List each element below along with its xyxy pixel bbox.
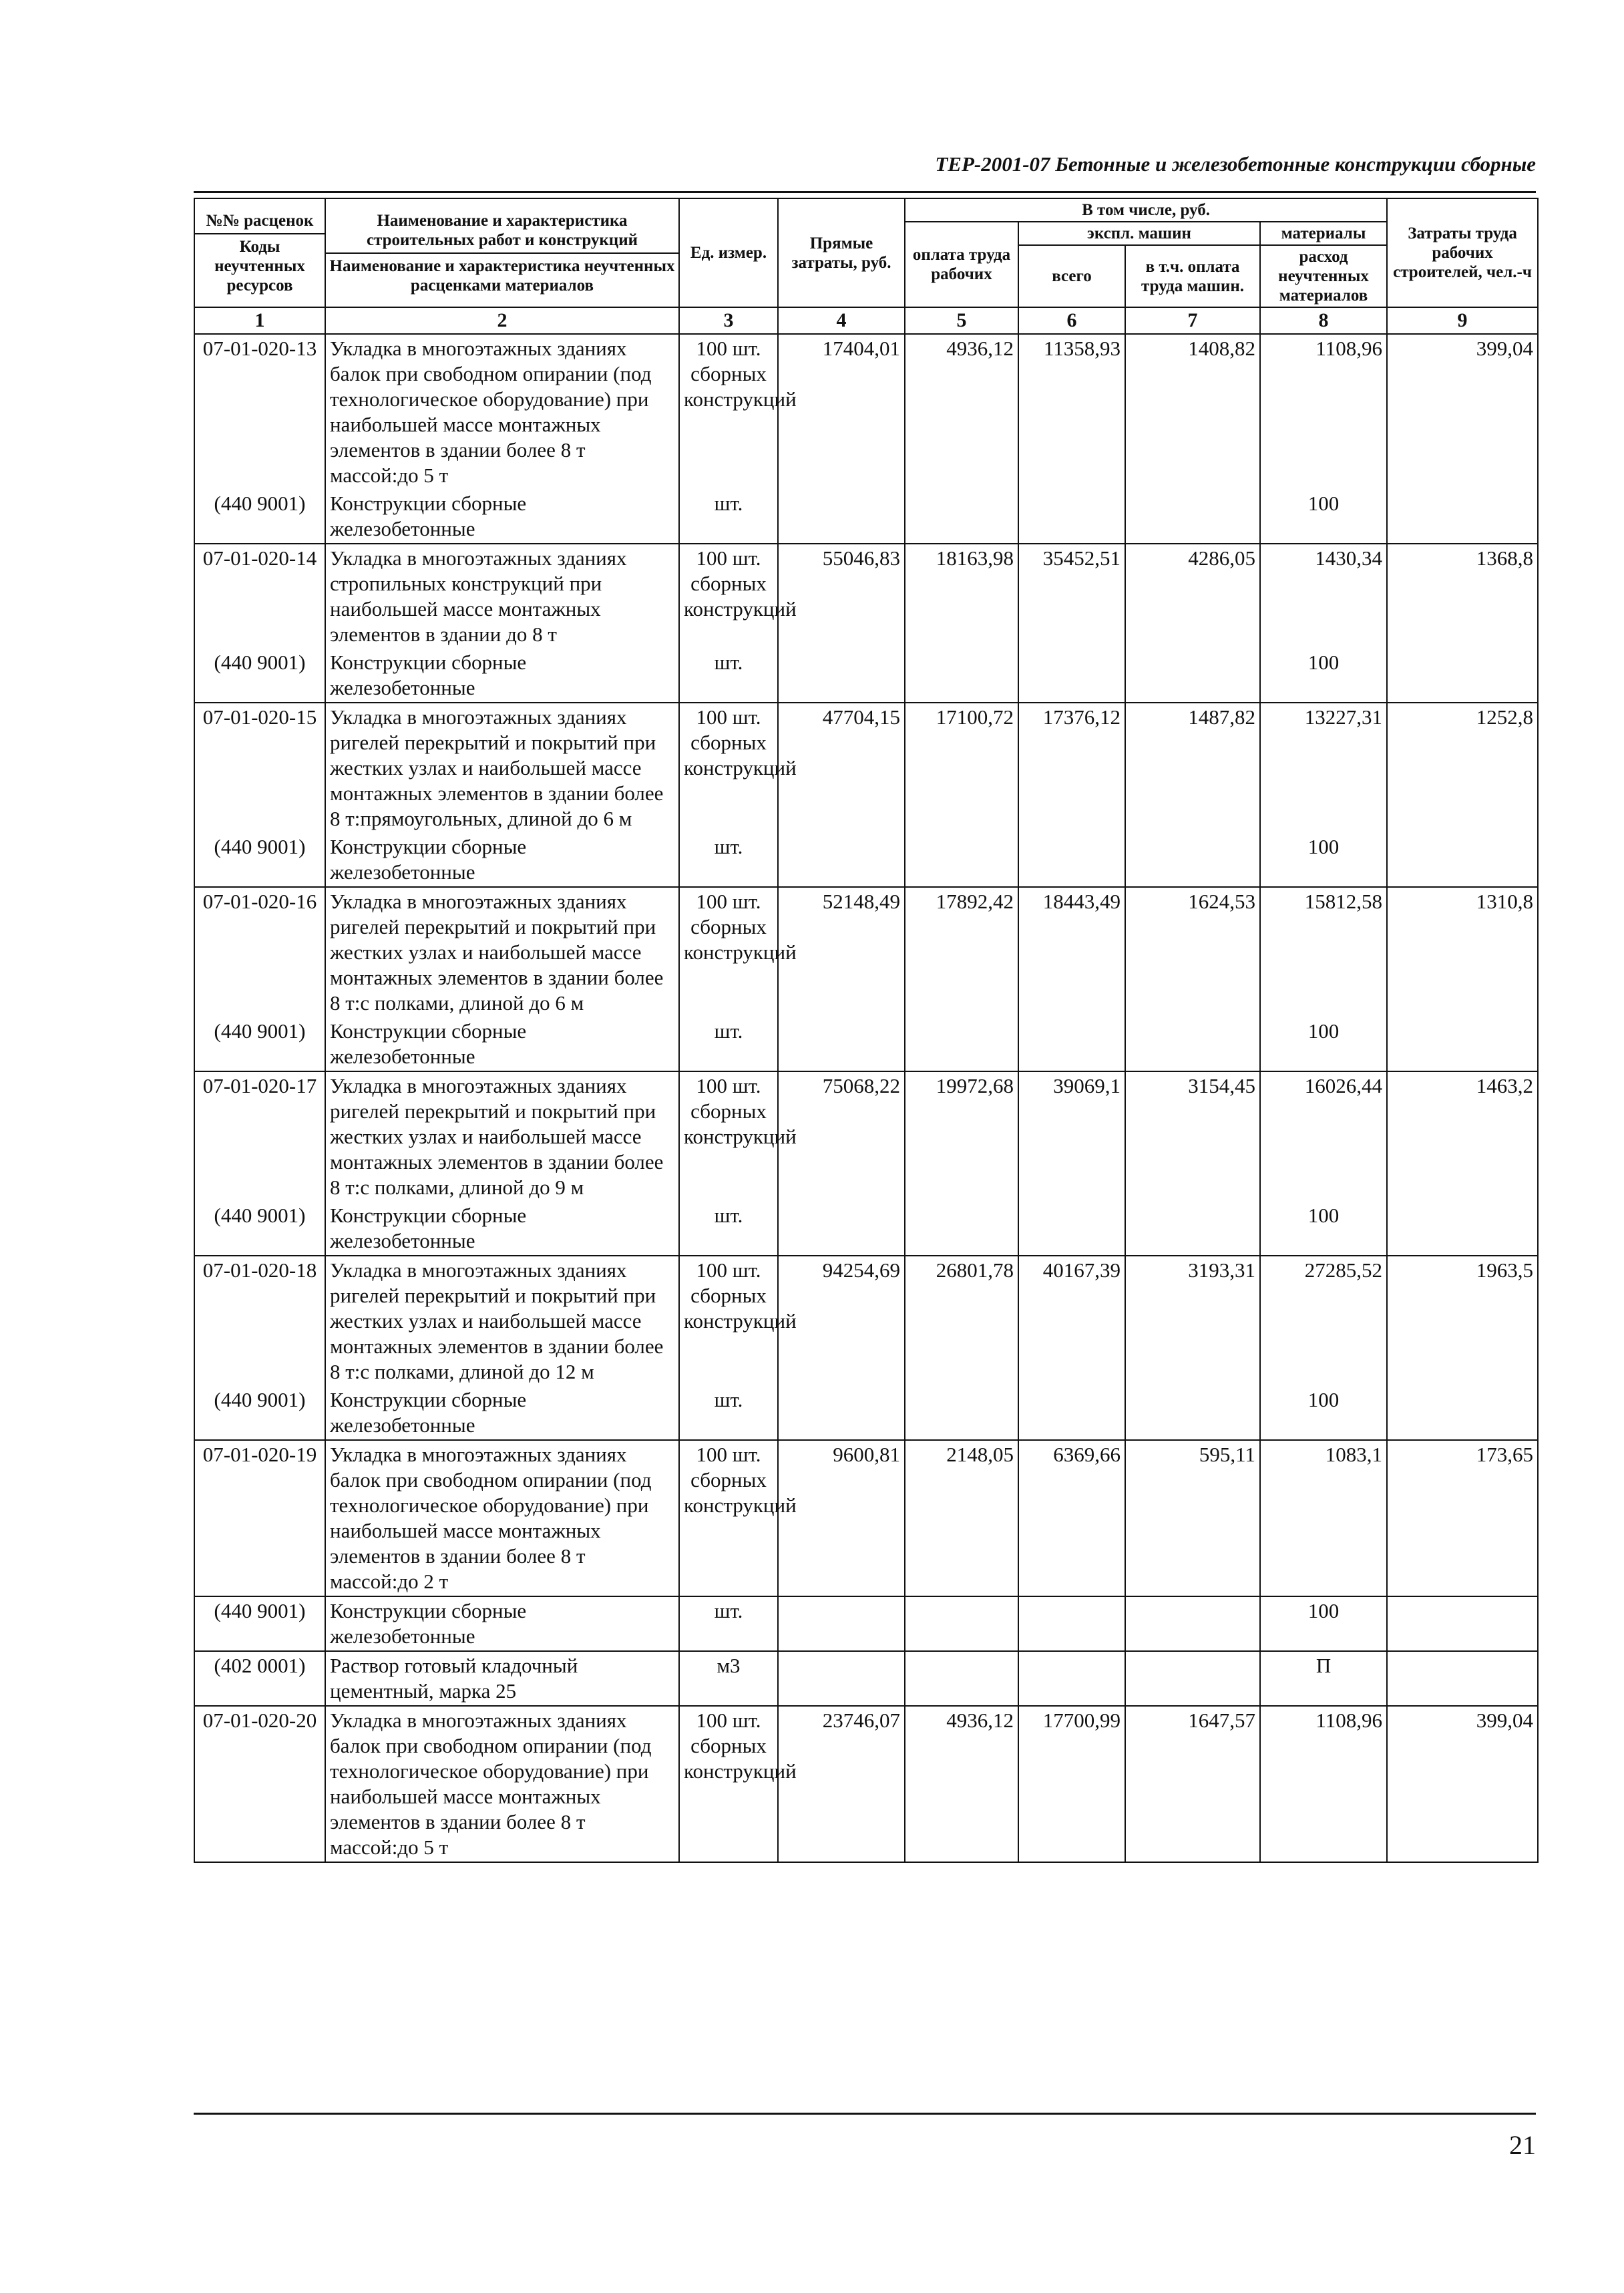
header-codes: №№ расценок Коды неучтенных ресурсов <box>194 198 325 307</box>
column-number: 5 <box>905 307 1018 334</box>
header-labor-pay: оплата труда рабочих <box>905 222 1018 307</box>
rate-labor-cost: 1368,8 <box>1387 544 1538 649</box>
rate-machines-total: 39069,1 <box>1018 1071 1125 1202</box>
resource-name: Конструкции сборные железобетонные <box>325 490 679 544</box>
rate-labor-cost: 399,04 <box>1387 334 1538 490</box>
table-body <box>194 334 1538 1862</box>
header-rule <box>194 191 1536 193</box>
resource-name: Конструкции сборные железобетонные <box>325 1202 679 1256</box>
resource-unit: шт. <box>679 833 778 887</box>
resource-code: (402 0001) <box>194 1651 325 1706</box>
rate-name: Укладка в многоэтажных зданиях стропильных конструкций при наибольшей массе монтажных элементов в здании до 8 т <box>325 544 679 649</box>
resource-code: (440 9001) <box>194 490 325 544</box>
resource-quantity: 100 <box>1260 649 1387 703</box>
column-numbers-row <box>194 307 1538 334</box>
rate-machines-labor: 1647,57 <box>1125 1706 1260 1862</box>
rate-direct-cost: 9600,81 <box>778 1440 905 1596</box>
rates-table <box>194 198 1539 1863</box>
rate-labor-cost: 399,04 <box>1387 1706 1538 1862</box>
resource-code: (440 9001) <box>194 1017 325 1071</box>
rate-direct-cost: 52148,49 <box>778 887 905 1017</box>
header-direct-cost: Прямые затраты, руб. <box>778 198 905 307</box>
rate-code: 07-01-020-18 <box>194 1256 325 1386</box>
page-number: 21 <box>1509 2130 1536 2160</box>
resource-unit: шт. <box>679 649 778 703</box>
rate-machines-total: 6369,66 <box>1018 1440 1125 1596</box>
resource-unit: шт. <box>679 1596 778 1651</box>
column-number: 1 <box>194 307 325 334</box>
rate-machines-total: 18443,49 <box>1018 887 1125 1017</box>
rate-unit: 100 шт. сборных конструкций <box>679 334 778 490</box>
rate-labor-cost: 173,65 <box>1387 1440 1538 1596</box>
footer-rule <box>194 2113 1536 2115</box>
rate-materials: 15812,58 <box>1260 887 1387 1017</box>
rate-machines-total: 11358,93 <box>1018 334 1125 490</box>
rate-machines-labor: 1487,82 <box>1125 703 1260 833</box>
column-number: 6 <box>1018 307 1125 334</box>
table-header <box>194 198 1538 334</box>
resource-quantity: 100 <box>1260 1386 1387 1440</box>
rate-unit: 100 шт. сборных конструкций <box>679 1256 778 1386</box>
rate-machines-labor: 1408,82 <box>1125 334 1260 490</box>
resource-name: Конструкции сборные железобетонные <box>325 833 679 887</box>
rate-code: 07-01-020-17 <box>194 1071 325 1202</box>
column-number: 3 <box>679 307 778 334</box>
column-number: 2 <box>325 307 679 334</box>
rate-row <box>194 703 1538 833</box>
rate-row <box>194 1256 1538 1386</box>
resource-quantity: 100 <box>1260 1202 1387 1256</box>
resource-row <box>194 833 1538 887</box>
resource-row <box>194 649 1538 703</box>
rate-labor-cost: 1463,2 <box>1387 1071 1538 1202</box>
rate-direct-cost: 55046,83 <box>778 544 905 649</box>
rate-name: Укладка в многоэтажных зданиях ригелей перекрытий и покрытий при жестких узлах и наибольшей массе монтажных элементов в здании более 8 т:с полками, длиной до 12 м <box>325 1256 679 1386</box>
rate-code: 07-01-020-16 <box>194 887 325 1017</box>
rate-materials: 1083,1 <box>1260 1440 1387 1596</box>
column-number: 9 <box>1387 307 1538 334</box>
resource-name: Конструкции сборные железобетонные <box>325 1017 679 1071</box>
resource-unit: м3 <box>679 1651 778 1706</box>
rate-direct-cost: 23746,07 <box>778 1706 905 1862</box>
rate-labor-pay: 19972,68 <box>905 1071 1018 1202</box>
rate-code: 07-01-020-14 <box>194 544 325 649</box>
resource-quantity: П <box>1260 1651 1387 1706</box>
rate-materials: 1430,34 <box>1260 544 1387 649</box>
rate-direct-cost: 17404,01 <box>778 334 905 490</box>
rate-labor-cost: 1963,5 <box>1387 1256 1538 1386</box>
resource-unit: шт. <box>679 1386 778 1440</box>
header-names: Наименование и характеристика строительных работ и конструкций Наименование и характеристика неучтенных расценками материалов <box>325 198 679 307</box>
rate-row <box>194 887 1538 1017</box>
rate-code: 07-01-020-20 <box>194 1706 325 1862</box>
rate-unit: 100 шт. сборных конструкций <box>679 1440 778 1596</box>
rate-labor-pay: 26801,78 <box>905 1256 1018 1386</box>
rate-materials: 16026,44 <box>1260 1071 1387 1202</box>
header-machines-labor: в т.ч. оплата труда машин. <box>1125 245 1260 307</box>
rate-machines-labor: 595,11 <box>1125 1440 1260 1596</box>
rate-materials: 27285,52 <box>1260 1256 1387 1386</box>
resource-code: (440 9001) <box>194 1202 325 1256</box>
header-including: В том числе, руб. <box>905 198 1387 222</box>
rate-code: 07-01-020-15 <box>194 703 325 833</box>
resource-unit: шт. <box>679 1017 778 1071</box>
resource-row <box>194 1596 1538 1651</box>
rate-labor-pay: 17100,72 <box>905 703 1018 833</box>
rate-labor-pay: 4936,12 <box>905 1706 1018 1862</box>
rate-materials: 1108,96 <box>1260 334 1387 490</box>
header-materials: материалы <box>1260 222 1387 245</box>
resource-row <box>194 1017 1538 1071</box>
rate-machines-labor: 3193,31 <box>1125 1256 1260 1386</box>
rate-row <box>194 334 1538 490</box>
rate-unit: 100 шт. сборных конструкций <box>679 887 778 1017</box>
rate-name: Укладка в многоэтажных зданиях балок при свободном опирании (под технологическое оборудование) при наибольшей массе монтажных элементов в здании более 8 т массой:до 2 т <box>325 1440 679 1596</box>
resource-name: Конструкции сборные железобетонные <box>325 1596 679 1651</box>
resource-quantity: 100 <box>1260 1596 1387 1651</box>
rate-labor-pay: 17892,42 <box>905 887 1018 1017</box>
rate-unit: 100 шт. сборных конструкций <box>679 1706 778 1862</box>
resource-code: (440 9001) <box>194 649 325 703</box>
rate-code: 07-01-020-13 <box>194 334 325 490</box>
rate-machines-labor: 1624,53 <box>1125 887 1260 1017</box>
rate-unit: 100 шт. сборных конструкций <box>679 703 778 833</box>
rate-row <box>194 1071 1538 1202</box>
column-number: 8 <box>1260 307 1387 334</box>
running-title: ТЕР-2001-07 Бетонные и железобетонные конструкции сборные <box>935 152 1536 176</box>
rate-direct-cost: 94254,69 <box>778 1256 905 1386</box>
rate-row <box>194 1706 1538 1862</box>
resource-unit: шт. <box>679 1202 778 1256</box>
header-machines-total: всего <box>1018 245 1125 307</box>
resource-row <box>194 1386 1538 1440</box>
resource-code: (440 9001) <box>194 1386 325 1440</box>
rate-direct-cost: 47704,15 <box>778 703 905 833</box>
rate-name: Укладка в многоэтажных зданиях балок при свободном опирании (под технологическое оборудование) при наибольшей массе монтажных элементов в здании более 8 т массой:до 5 т <box>325 334 679 490</box>
rate-name: Укладка в многоэтажных зданиях ригелей перекрытий и покрытий при жестких узлах и наибольшей массе монтажных элементов в здании более 8 т:с полками, длиной до 6 м <box>325 887 679 1017</box>
rate-row <box>194 1440 1538 1596</box>
resource-code: (440 9001) <box>194 833 325 887</box>
header-materials-sub: расход неучтенных материалов <box>1260 245 1387 307</box>
rate-labor-pay: 2148,05 <box>905 1440 1018 1596</box>
resource-row <box>194 490 1538 544</box>
rate-machines-labor: 4286,05 <box>1125 544 1260 649</box>
resource-name: Раствор готовый кладочный цементный, марка 25 <box>325 1651 679 1706</box>
rate-labor-cost: 1252,8 <box>1387 703 1538 833</box>
rate-name: Укладка в многоэтажных зданиях ригелей перекрытий и покрытий при жестких узлах и наибольшей массе монтажных элементов в здании более 8 т:прямоугольных, длиной до 6 м <box>325 703 679 833</box>
rate-row <box>194 544 1538 649</box>
rate-machines-total: 17376,12 <box>1018 703 1125 833</box>
rate-unit: 100 шт. сборных конструкций <box>679 544 778 649</box>
rate-direct-cost: 75068,22 <box>778 1071 905 1202</box>
rate-machines-total: 35452,51 <box>1018 544 1125 649</box>
rate-name: Укладка в многоэтажных зданиях ригелей перекрытий и покрытий при жестких узлах и наибольшей массе монтажных элементов в здании более 8 т:с полками, длиной до 9 м <box>325 1071 679 1202</box>
resource-row <box>194 1202 1538 1256</box>
header-unit: Ед. измер. <box>679 198 778 307</box>
resource-name: Конструкции сборные железобетонные <box>325 649 679 703</box>
resource-quantity: 100 <box>1260 833 1387 887</box>
resource-code: (440 9001) <box>194 1596 325 1651</box>
resource-quantity: 100 <box>1260 1017 1387 1071</box>
rate-labor-pay: 18163,98 <box>905 544 1018 649</box>
resource-name: Конструкции сборные железобетонные <box>325 1386 679 1440</box>
rate-name: Укладка в многоэтажных зданиях балок при свободном опирании (под технологическое оборудование) при наибольшей массе монтажных элементов в здании более 8 т массой:до 5 т <box>325 1706 679 1862</box>
rate-materials: 1108,96 <box>1260 1706 1387 1862</box>
rate-machines-total: 40167,39 <box>1018 1256 1125 1386</box>
rate-code: 07-01-020-19 <box>194 1440 325 1596</box>
rate-machines-total: 17700,99 <box>1018 1706 1125 1862</box>
rate-machines-labor: 3154,45 <box>1125 1071 1260 1202</box>
header-machines: экспл. машин <box>1018 222 1260 245</box>
resource-quantity: 100 <box>1260 490 1387 544</box>
rate-unit: 100 шт. сборных конструкций <box>679 1071 778 1202</box>
rate-labor-pay: 4936,12 <box>905 334 1018 490</box>
resource-unit: шт. <box>679 490 778 544</box>
rate-labor-cost: 1310,8 <box>1387 887 1538 1017</box>
resource-row <box>194 1651 1538 1706</box>
column-number: 7 <box>1125 307 1260 334</box>
header-labor-cost: Затраты труда рабочих строителей, чел.-ч <box>1387 198 1538 307</box>
rate-materials: 13227,31 <box>1260 703 1387 833</box>
column-number: 4 <box>778 307 905 334</box>
